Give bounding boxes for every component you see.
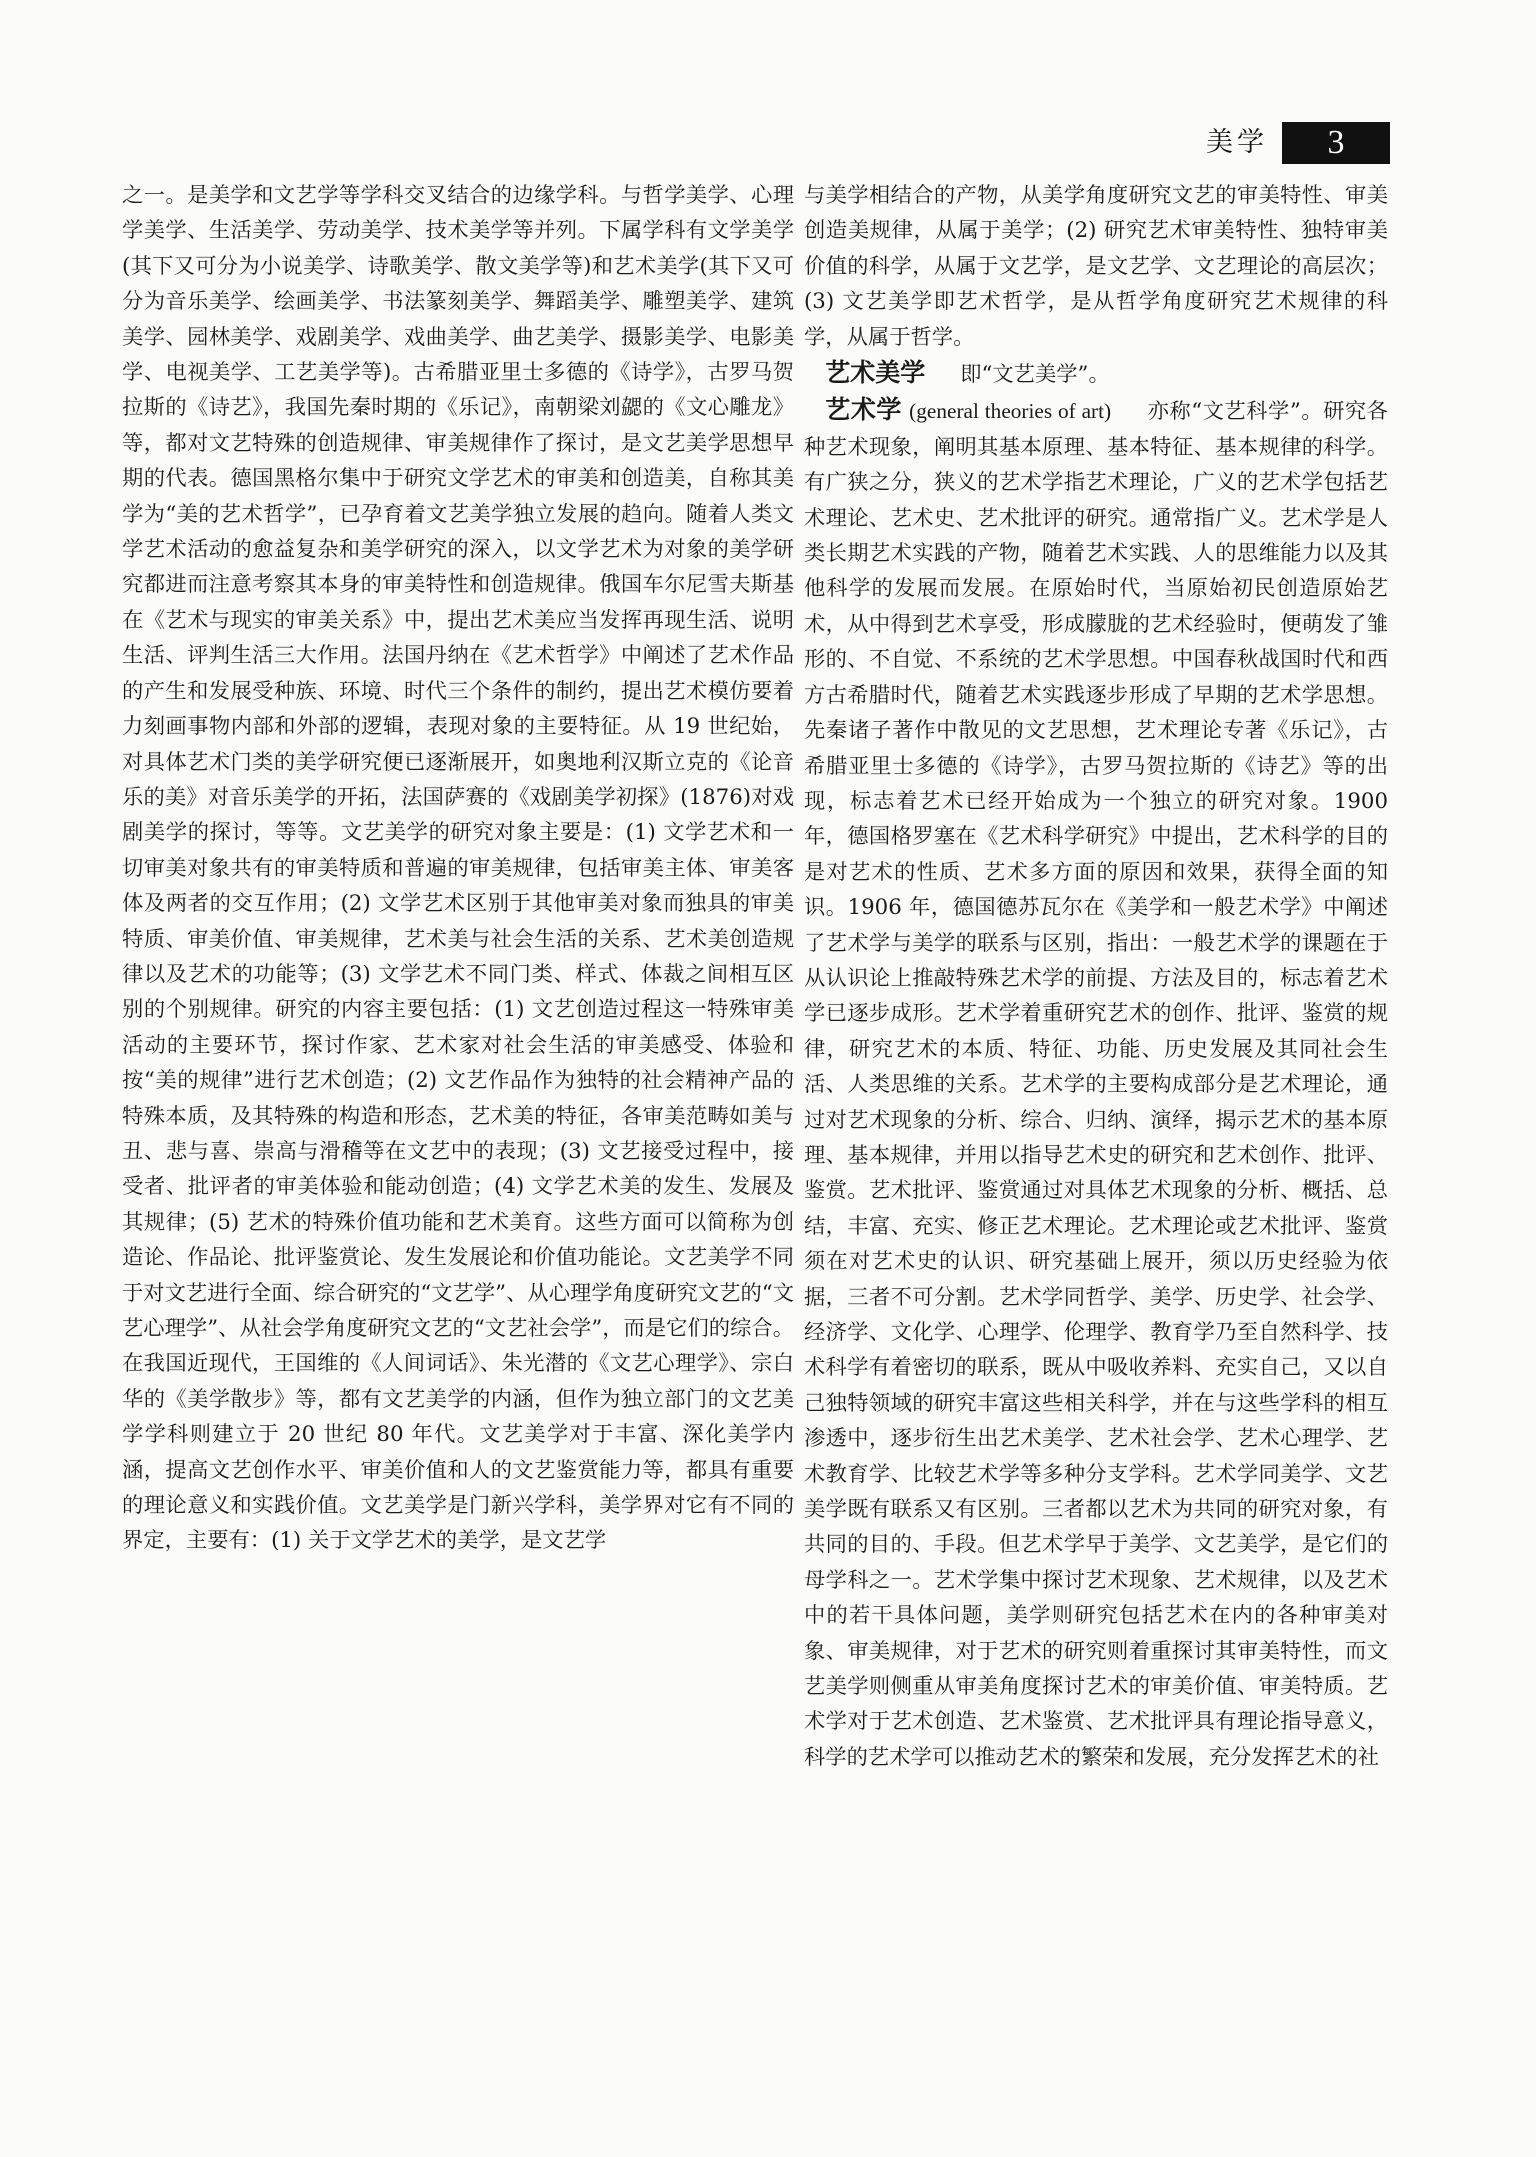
page-number: 3: [1282, 122, 1390, 164]
entry-art-aesthetics: [804, 355, 1388, 392]
entry-definition: 亦称“文艺科学”。研究各种艺术现象，阐明其基本原理、基本特征、基本规律的科学。有广狭之分，狭义的艺术学指艺术理论，广义的艺术学包括艺术理论、艺术史、艺术批评的研究。通常指广义。艺术学是人类长期艺术实践的产物，随着艺术实践、人的思维能力以及其他科学的发展而发展。在原始时代，当原始初民创造原始艺术，从中得到艺术享受，形成朦胧的艺术经验时，便萌发了雏形的、不自觉、不系统的艺术学思想。中国春秋战国时代和西方古希腊时代，随着艺术实践逐步形成了早期的艺术学思想。先秦诸子著作中散见的文艺思想，艺术理论专著《乐记》，古希腊亚里士多德的《诗学》，古罗马贺拉斯的《诗艺》等的出现，标志着艺术已经开始成为一个独立的研究对象。1900 年，德国格罗塞在《艺术科学研究》中提出，艺术科学的目的是对艺术的性质、艺术多方面的原因和效果，获得全面的知识。1906 年，德国德苏瓦尔在《美学和一般艺术学》中阐述了艺术学与美学的联系与区别，指出：一般艺术学的课题在于从认识论上推敲特殊艺术学的前提、方法及目的，标志着艺术学已逐步成形。艺术学着重研究艺术的创作、批评、鉴赏的规律，研究艺术的本质、特征、功能、历史发展及其同社会生活、人类思维的关系。艺术学的主要构成部分是艺术理论，通过对艺术现象的分析、综合、归纳、演绎，揭示艺术的基本原理、基本规律，并用以指导艺术史的研究和艺术创作、批评、鉴赏。艺术批评、鉴赏通过对具体艺术现象的分析、概括、总结，丰富、充实、修正艺术理论。艺术理论或艺术批评、鉴赏须在对艺术史的认识、研究基础上展开，须以历史经验为依据，三者不可分割。艺术学同哲学、美学、历史学、社会学、经济学、文化学、心理学、伦理学、教育学乃至自然科学、技术科学有着密切的联系，既从中吸收养料、充实自己，又以自己独特领域的研究丰富这些相关科学，并在与这些学科的相互渗透中，逐步衍生出艺术美学、艺术社会学、艺术心理学、艺术教育学、比较艺术学等多种分支学科。艺术学同美学、文艺美学既有联系又有区别。三者都以艺术为共同的研究对象，有共同的目的、手段。但艺术学早于美学、文艺美学，是它们的母学科之一。艺术学集中探讨艺术现象、艺术规律，以及艺术中的若干具体问题，美学则研究包括艺术在内的各种审美对象、审美规律，对于艺术的研究则着重探讨其审美特性，而文艺美学则侧重从审美角度探讨艺术的审美价值、审美特质。艺术学对于艺术创造、艺术鉴赏、艺术批评具有理论指导意义，科学的艺术学可以推动艺术的繁荣和发展，充分发挥艺术的社: [804, 399, 1388, 1770]
section-name: 美学: [1206, 127, 1268, 158]
entry-term: 艺术学: [825, 395, 902, 425]
continuation-paragraph: 与美学相结合的产物，从美学角度研究文艺的审美特性、审美创造美规律，从属于美学；(2) 研究艺术审美特性、独特审美价值的科学，从属于文艺学，是文艺学、文艺理论的高层次；(3) 文艺美学即艺术哲学，是从哲学角度研究艺术规律的科学，从属于哲学。: [804, 183, 1388, 350]
entry-spacer: [1118, 399, 1140, 424]
left-column-text: 之一。是美学和文艺学等学科交叉结合的边缘学科。与哲学美学、心理学美学、生活美学、劳动美学、技术美学等并列。下属学科有文学美学(其下又可分为小说美学、诗歌美学、散文美学等)和艺术美学(其下又可分为音乐美学、绘画美学、书法篆刻美学、舞蹈美学、雕塑美学、建筑美学、园林美学、戏剧美学、戏曲美学、曲艺美学、摄影美学、电影美学、电视美学、工艺美学等)。古希腊亚里士多德的《诗学》，古罗马贺拉斯的《诗艺》，我国先秦时期的《乐记》，南朝梁刘勰的《文心雕龙》等，都对文艺特殊的创造规律、审美规律作了探讨，是文艺美学思想早期的代表。德国黑格尔集中于研究文学艺术的审美和创造美，自称其美学为“美的艺术哲学”，已孕育着文艺美学独立发展的趋向。随着人类文学艺术活动的愈益复杂和美学研究的深入，以文学艺术为对象的美学研究都进而注意考察其本身的审美特性和创造规律。俄国车尔尼雪夫斯基在《艺术与现实的审美关系》中，提出艺术美应当发挥再现生活、说明生活、评判生活三大作用。法国丹纳在《艺术哲学》中阐述了艺术作品的产生和发展受种族、环境、时代三个条件的制约，提出艺术模仿要着力刻画事物内部和外部的逻辑，表现对象的主要特征。从 19 世纪始，对具体艺术门类的美学研究便已逐渐展开，如奥地利汉斯立克的《论音乐的美》对音乐美学的开拓，法国萨赛的《戏剧美学初探》(1876)对戏剧美学的探讨，等等。文艺美学的研究对象主要是：(1) 文学艺术和一切审美对象共有的审美特质和普遍的审美规律，包括审美主体、审美客体及两者的交互作用；(2) 文学艺术区别于其他审美对象而独具的审美特质、审美价值、审美规律，艺术美与社会生活的关系、艺术美创造规律以及艺术的功能等；(3) 文学艺术不同门类、样式、体裁之间相互区别的个别规律。研究的内容主要包括：(1) 文艺创造过程这一特殊审美活动的主要环节，探讨作家、艺术家对社会生活的审美感受、体验和按“美的规律”进行艺术创造；(2) 文艺作品作为独特的社会精神产品的特殊本质，及其特殊的构造和形态，艺术美的特征，各审美范畴如美与丑、悲与喜、崇高与滑稽等在文艺中的表现；(3) 文艺接受过程中，接受者、批评者的审美体验和能动创造；(4) 文学艺术美的发生、发展及其规律；(5) 艺术的特殊价值功能和艺术美育。这些方面可以简称为创造论、作品论、批评鉴赏论、发生发展论和价值功能论。文艺美学不同于对文艺进行全面、综合研究的“文艺学”、从心理学角度研究文艺的“文艺心理学”、从社会学角度研究文艺的“文艺社会学”，而是它们的综合。在我国近现代，王国维的《人间词话》、朱光潜的《文艺心理学》、宗白华的《美学散步》等，都有文艺美学的内涵，但作为独立部门的文艺美学学科则建立于 20 世纪 80 年代。文艺美学对于丰富、深化美学内涵，提高文艺创作水平、审美价值和人的文艺鉴赏能力等，都具有重要的理论意义和实践价值。文艺美学是门新兴学科，美学界对它有不同的界定，主要有：(1) 关于文学艺术的美学，是文艺学: [122, 183, 794, 1554]
entry-definition: 即“文艺美学”。: [960, 362, 1110, 388]
entry-english-term: (general theories of art): [909, 399, 1112, 424]
left-column: [122, 178, 794, 1559]
entry-art-studies: [804, 392, 1388, 1775]
page-header: [1196, 122, 1390, 164]
entry-term: 艺术美学: [825, 358, 926, 388]
entry-spacer: [932, 362, 953, 387]
right-column: [804, 178, 1388, 1775]
